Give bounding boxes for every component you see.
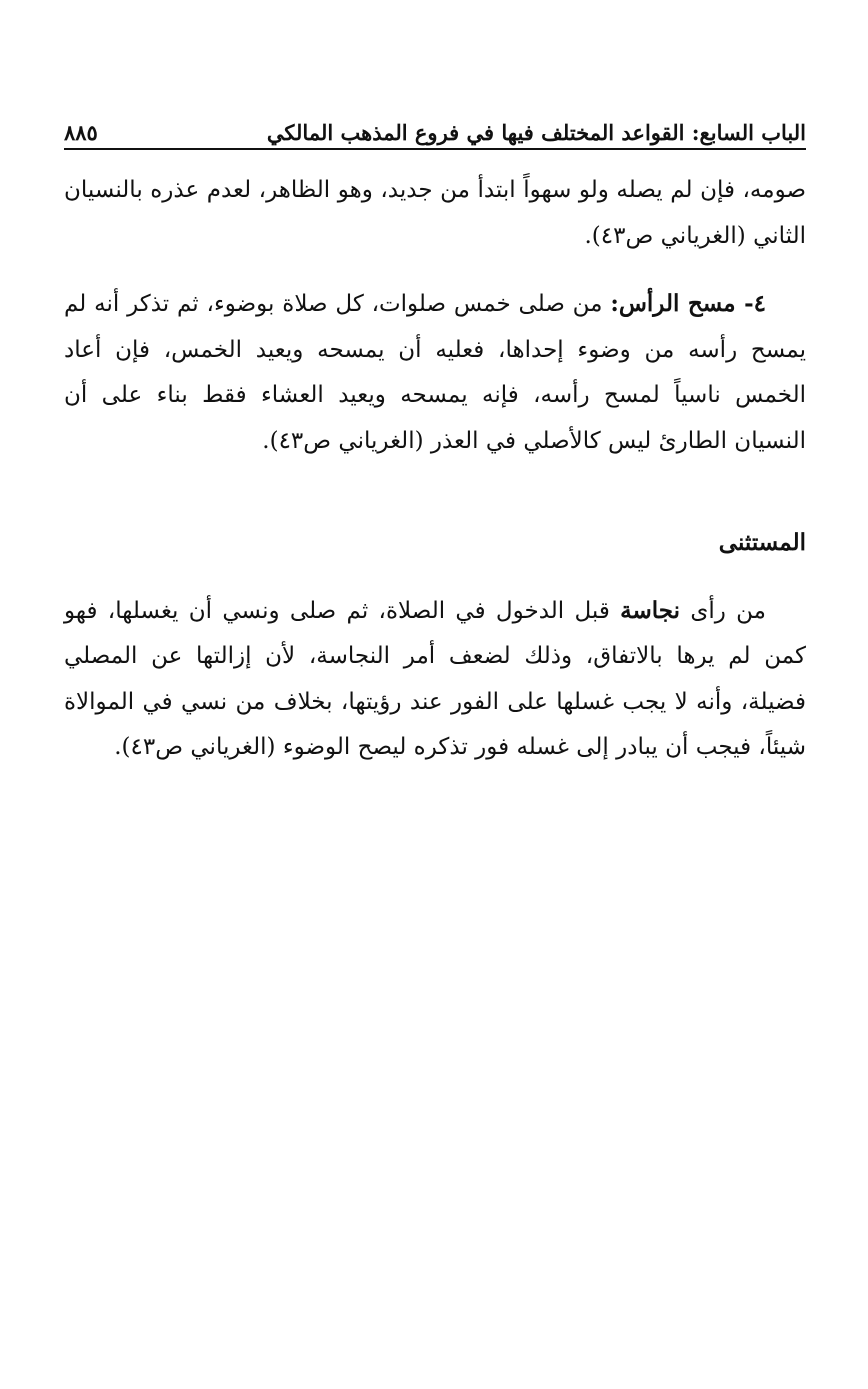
paragraph-3-rest: قبل الدخول في الصلاة، ثم صلى ونسي أن يغسلها، فهو كمن لم يرها بالاتفاق، وذلك لضعف أمر النجاسة، لأن إزالتها عن المصلي فضيلة، وأنه لا يجب غسلها على الفور عند رؤيتها، بخلاف من نسي في الموالاة شيئاً، فيجب أن يبادر إلى غسله فور تذكره ليصح الوضوء (الغرياني ص٤٣). bbox=[64, 597, 806, 760]
section-title: المستثنى bbox=[718, 529, 806, 556]
paragraph-3 bbox=[64, 588, 806, 771]
body-text bbox=[64, 168, 806, 771]
paragraph-2 bbox=[64, 281, 806, 464]
paragraph-2-heading: ٤- مسح الرأس: bbox=[610, 290, 766, 317]
paragraph-3-keyword: نجاسة bbox=[620, 596, 681, 624]
running-header bbox=[64, 112, 806, 148]
page-number: ٨٨٥ bbox=[64, 120, 98, 145]
paragraph-3-start: من رأى bbox=[680, 597, 766, 624]
paragraph-1: صومه، فإن لم يصله ولو سهواً ابتدأ من جديد، وهو الظاهر، لعدم عذره بالنسيان الثاني (الغرياني ص٤٣). bbox=[64, 177, 806, 249]
header-rule bbox=[64, 148, 806, 150]
paragraph-2-body: من صلى خمس صلوات، كل صلاة بوضوء، ثم تذكر أنه لم يمسح رأسه من وضوء إحداها، فعليه أن يمسحه ويعيد الخمس، فإن أعاد الخمس ناسياً لمسح رأسه، فإنه يمسحه ويعيد العشاء فقط بناء على أن النسيان الطارئ ليس كالأصلي في العذر (الغرياني ص٤٣). bbox=[64, 291, 806, 454]
chapter-title: الباب السابع: القواعد المختلف فيها في فروع المذهب المالكي bbox=[266, 120, 806, 145]
